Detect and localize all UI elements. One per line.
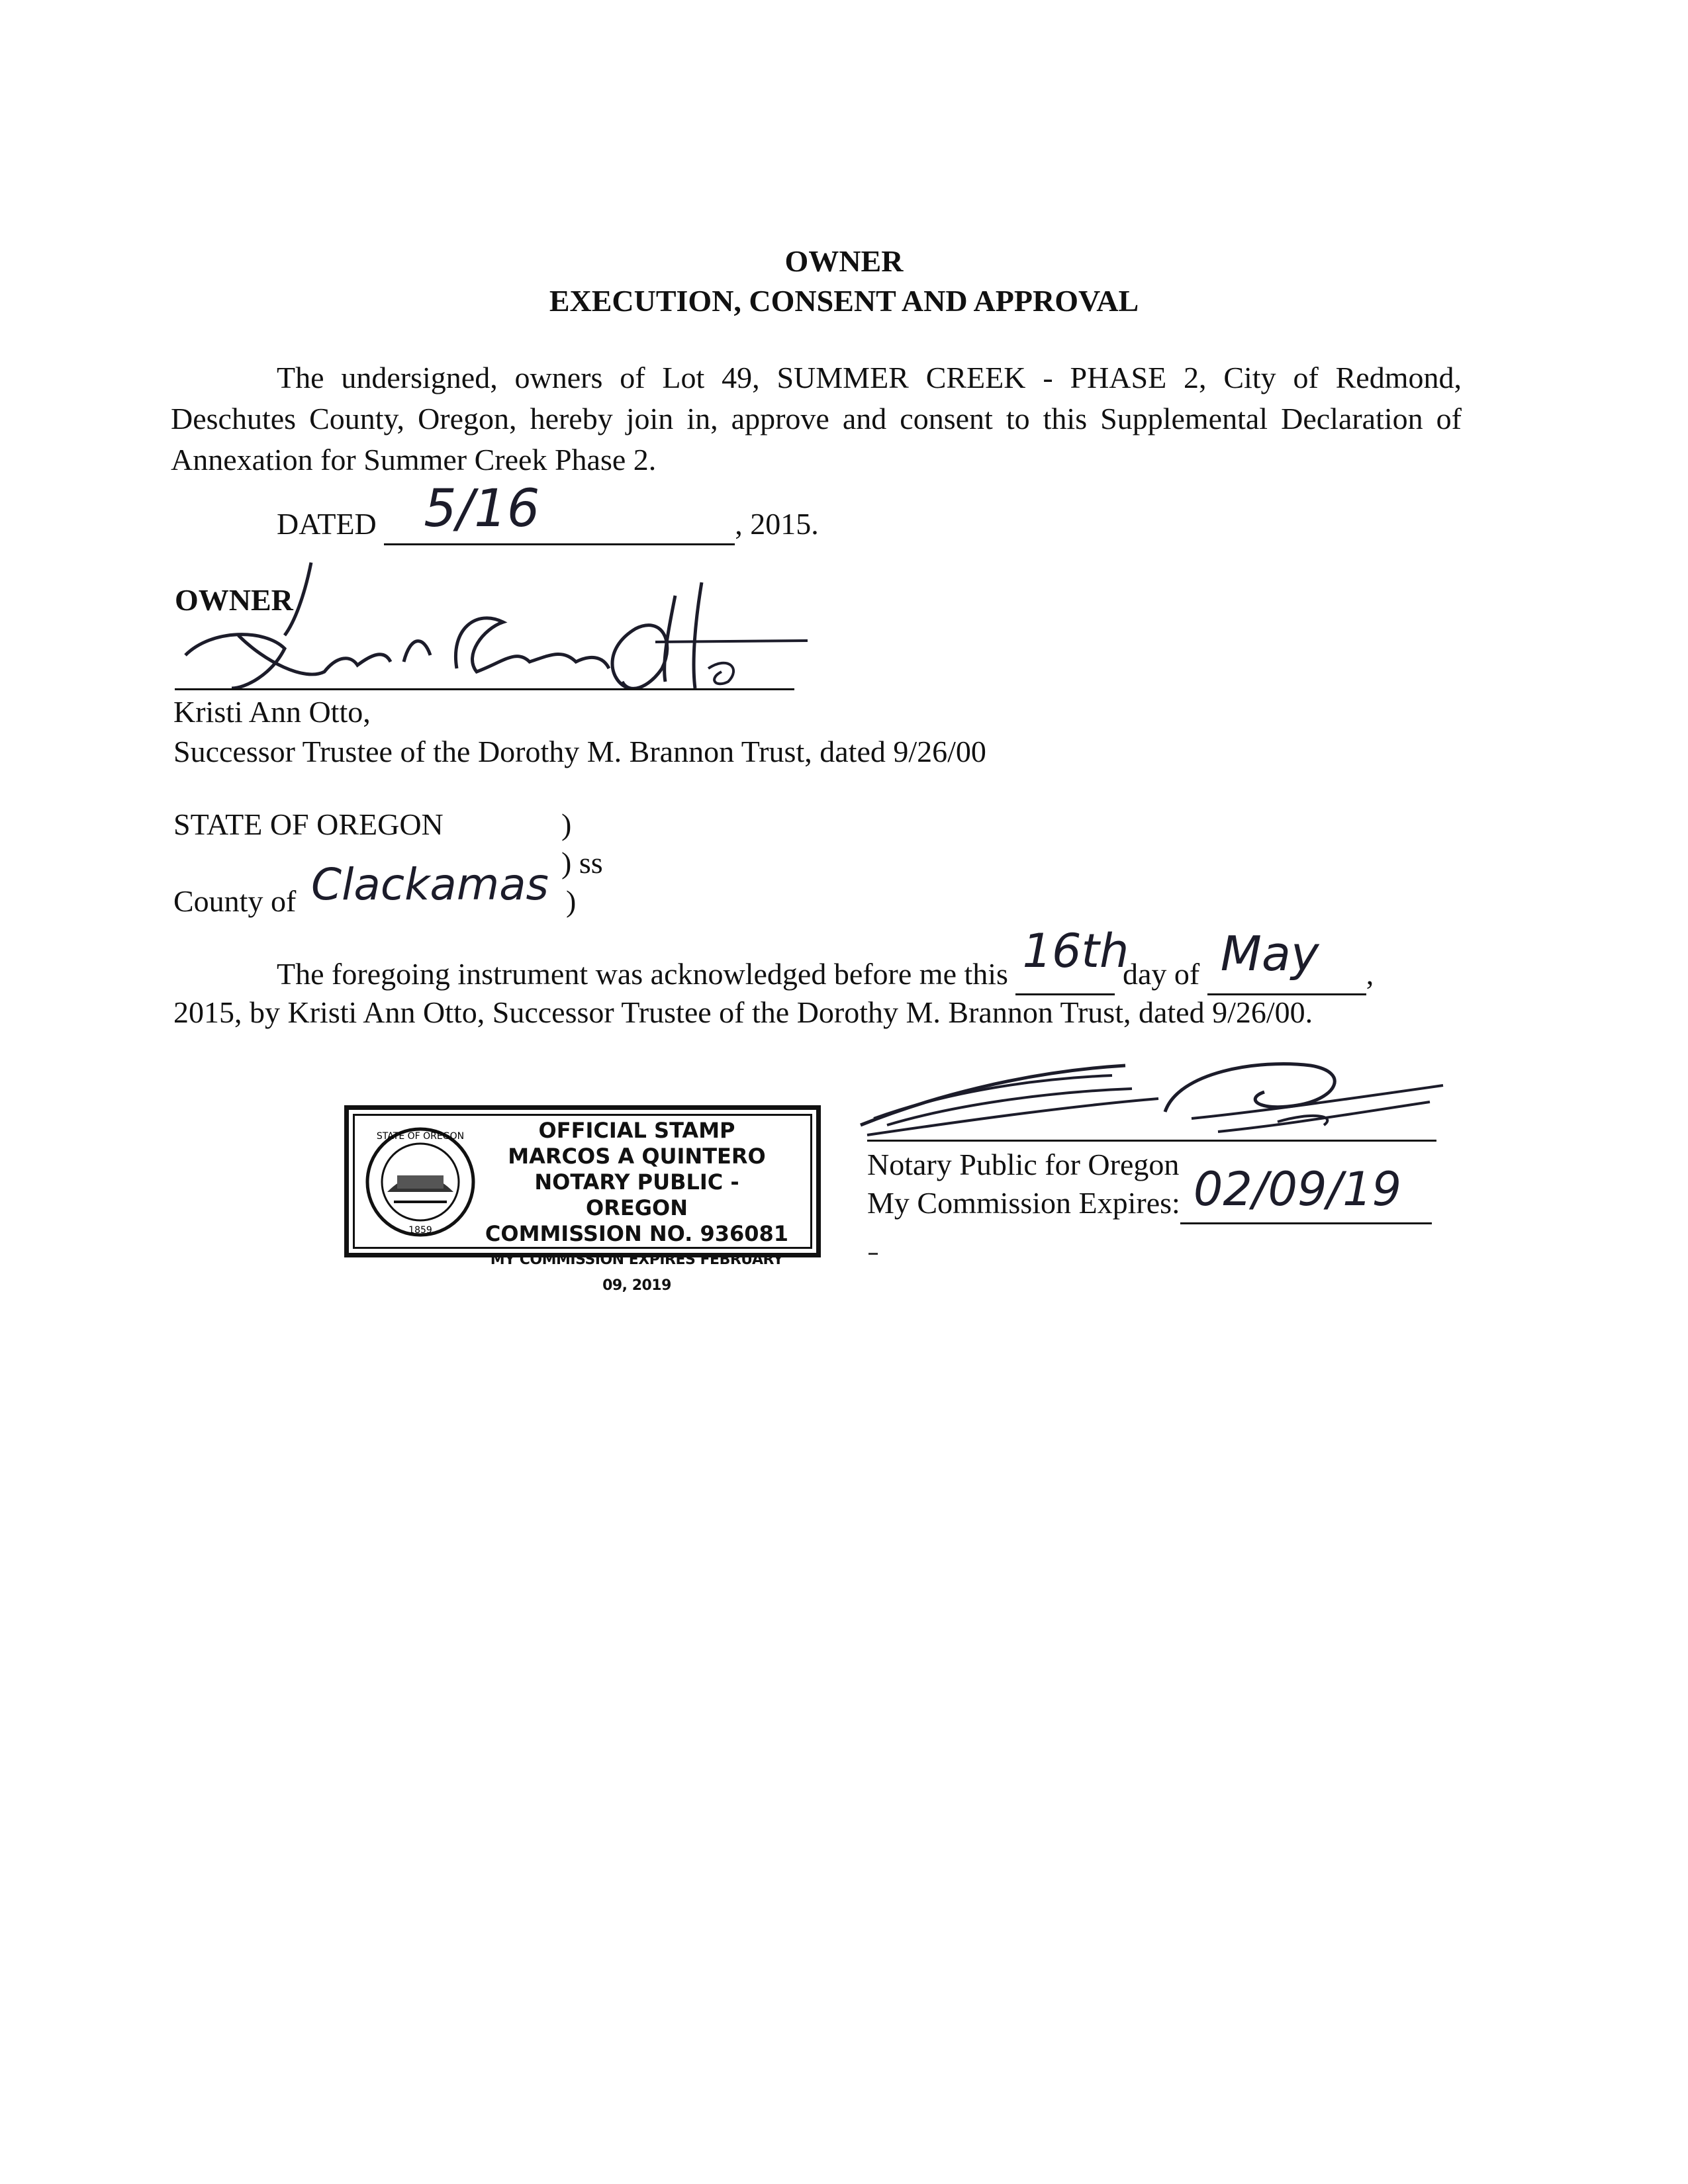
venue-paren-3: ) [566, 884, 577, 918]
dated-blank [384, 479, 735, 545]
stray-mark [868, 1253, 878, 1255]
ack-month-blank [1207, 926, 1366, 995]
owner-name: Kristi Ann Otto, [173, 695, 371, 729]
venue-county-handwritten: Clackamas [311, 859, 549, 910]
stamp-line-4: COMMISSION NO. 936081 [485, 1221, 789, 1246]
owner-signature-line [175, 688, 794, 690]
ack-part1: The foregoing instrument was acknowledged before me this [277, 957, 1008, 991]
ack-day-handwritten: 16th [1022, 924, 1129, 978]
stamp-line-1: OFFICIAL STAMP [538, 1118, 735, 1143]
owner-label: OWNER [175, 583, 293, 617]
stamp-line-3: NOTARY PUBLIC - OREGON [534, 1169, 739, 1220]
venue-ss: ) ss [561, 846, 603, 880]
notary-signature-line [867, 1140, 1436, 1142]
owner-signature-image [172, 556, 814, 708]
acknowledgment-line-1 [277, 924, 1374, 995]
notary-expires-handwritten: 02/09/19 [1193, 1162, 1402, 1216]
seal-text: STATE OF OREGON [376, 1131, 465, 1142]
seal-year: 1859 [408, 1225, 432, 1236]
document-title: OWNER [784, 244, 904, 278]
dated-line [277, 479, 819, 545]
intro-paragraph [171, 357, 1462, 480]
notary-signature-image [847, 1052, 1470, 1145]
notary-expires-label: My Commission Expires: [867, 1186, 1180, 1220]
owner-title: Successor Trustee of the Dorothy M. Brannon Trust, dated 9/26/00 [173, 735, 986, 768]
venue-paren-1: ) [561, 807, 572, 841]
venue-state: STATE OF OREGON [173, 807, 444, 841]
notary-expires-blank [1180, 1162, 1432, 1224]
ack-month-handwritten: May [1220, 926, 1319, 981]
stamp-line-5: MY COMMISSION EXPIRES FEBRUARY 09, 2019 [490, 1251, 784, 1294]
ack-part3: , [1366, 957, 1374, 991]
dated-year: , 2015. [735, 507, 819, 541]
stamp-text-lines [481, 1118, 792, 1298]
dated-label: DATED [277, 507, 377, 541]
ack-day-blank [1015, 924, 1129, 995]
stamp-line-2: MARCOS A QUINTERO [508, 1144, 766, 1169]
document-subtitle: EXECUTION, CONSENT AND APPROVAL [549, 284, 1139, 318]
ack-part2: day of [1122, 957, 1200, 991]
venue-county-label: County of [173, 884, 297, 918]
official-notary-stamp [344, 1105, 821, 1294]
intro-text: The undersigned, owners of Lot 49, SUMMER CREEK - PHASE 2, City of Redmond, Deschutes County, Oregon, hereby join in, approve and consent to this Supplemental Declaration of Annexation for Summer Creek Phase 2. [171, 361, 1462, 477]
dated-handwritten-value: 5/16 [424, 479, 540, 539]
acknowledgment-line-2: 2015, by Kristi Ann Otto, Successor Trustee of the Dorothy M. Brannon Trust, dated 9/26/00. [173, 995, 1313, 1029]
notary-title: Notary Public for Oregon [867, 1148, 1180, 1181]
oregon-seal-icon [361, 1119, 480, 1245]
